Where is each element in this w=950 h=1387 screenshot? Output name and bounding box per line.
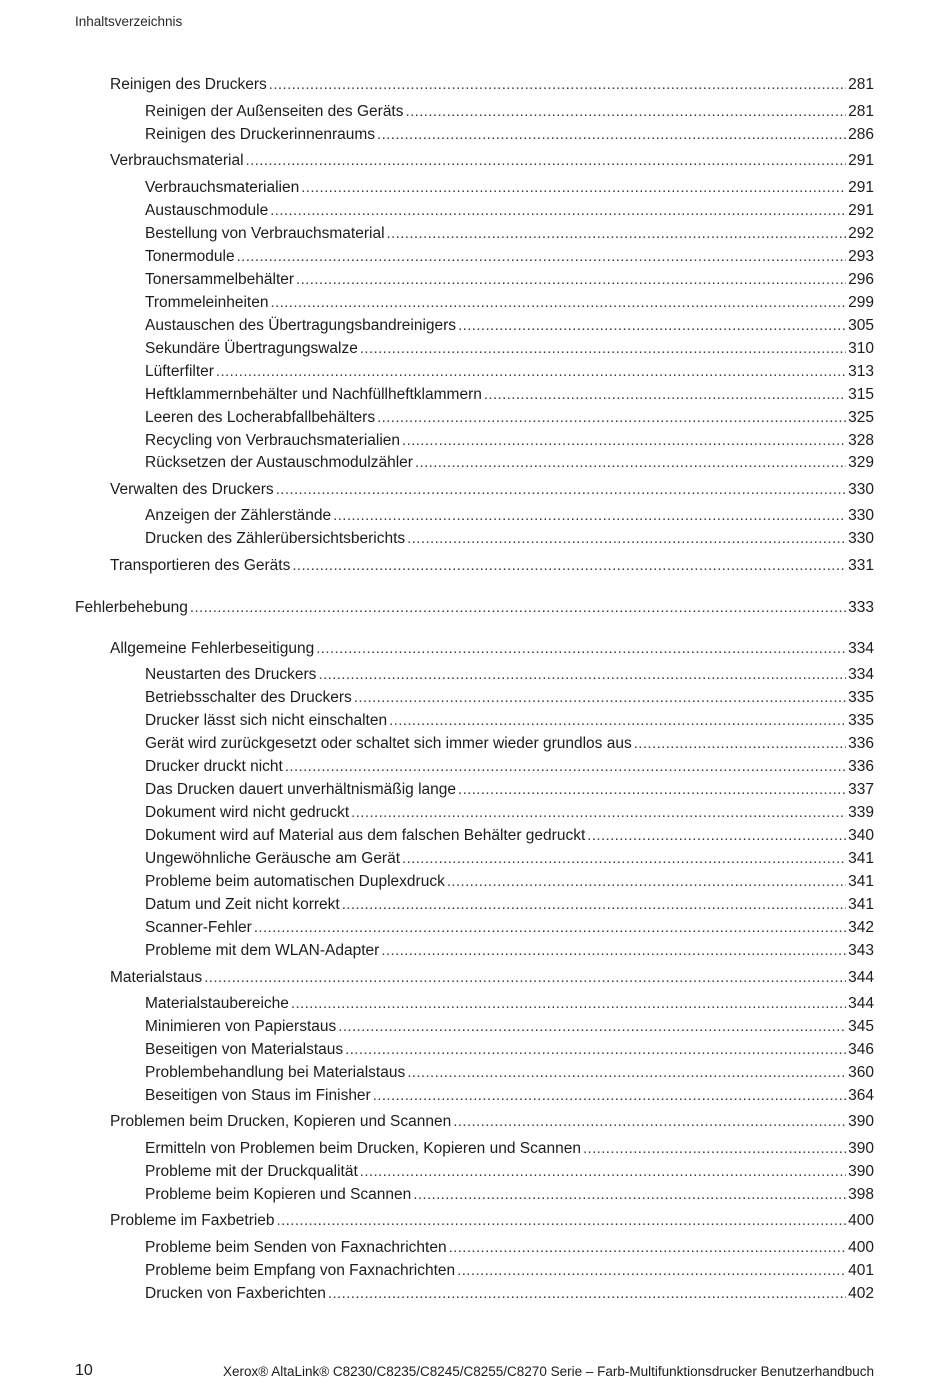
toc-entry-page: 334 [848,666,874,683]
toc-entry-title: Probleme beim automatischen Duplexdruck [145,873,445,890]
toc-entry-page: 305 [848,317,874,334]
toc-entry[interactable] [75,734,874,754]
toc-entry-title: Drucken von Faxberichten [145,1285,326,1302]
toc-entry-page: 390 [848,1140,874,1157]
dot-leader [484,385,846,405]
toc-entry-page: 315 [848,386,874,403]
dot-leader [342,895,846,915]
dot-leader [449,1238,846,1258]
dot-leader [457,1261,846,1281]
toc-entry-page: 342 [848,919,874,936]
dot-leader [190,598,846,618]
toc-entry[interactable] [75,1017,874,1037]
toc-entry-title: Probleme beim Senden von Faxnachrichten [145,1239,447,1256]
toc-entry[interactable] [75,895,874,915]
toc-entry[interactable] [75,688,874,708]
dot-leader [270,293,846,313]
toc-entry-page: 346 [848,1041,874,1058]
toc-entry-page: 334 [848,640,874,657]
toc-entry-title: Betriebsschalter des Druckers [145,689,352,706]
toc-entry[interactable] [75,803,874,823]
toc-entry-page: 401 [848,1262,874,1279]
toc-entry[interactable] [75,1162,874,1182]
dot-leader [360,1162,846,1182]
toc-entry-page: 344 [848,969,874,986]
toc-entry-page: 291 [848,152,874,169]
dot-leader [270,201,846,221]
toc-entry[interactable] [75,529,874,549]
dot-leader [407,1063,846,1083]
running-header: Inhaltsverzeichnis [75,14,183,29]
dot-leader [458,780,846,800]
toc-entry-page: 330 [848,481,874,498]
toc-entry[interactable] [75,125,874,145]
toc-entry-page: 339 [848,804,874,821]
toc-entry-page: 299 [848,294,874,311]
toc-entry-title: Heftklammernbehälter und Nachfüllheftklammern [145,386,482,403]
toc-entry[interactable] [75,224,874,244]
dot-leader [583,1139,846,1159]
dot-leader [377,408,846,428]
toc-entry-page: 337 [848,781,874,798]
dot-leader [301,178,846,198]
toc-entry[interactable] [75,480,874,500]
toc-entry-title: Transportieren des Geräts [110,557,291,574]
toc-entry[interactable] [75,665,874,685]
toc-entry-title: Bestellung von Verbrauchsmaterial [145,225,385,242]
toc-entry-page: 281 [848,76,874,93]
toc-entry-title: Allgemeine Fehlerbeseitigung [110,640,315,657]
toc-entry[interactable] [75,102,874,122]
toc-entry[interactable] [75,453,874,473]
toc-entry-page: 336 [848,735,874,752]
dot-leader [634,734,846,754]
dot-leader [285,757,846,777]
toc-entry-title: Scanner-Fehler [145,919,252,936]
dot-leader [377,125,846,145]
toc-entry[interactable] [75,270,874,290]
dot-leader [360,339,846,359]
toc-entry-title: Verwalten des Druckers [110,481,274,498]
toc-entry-title: Dokument wird nicht gedruckt [145,804,350,821]
dot-leader [333,506,846,526]
toc-entry-page: 293 [848,248,874,265]
toc-entry-title: Sekundäre Übertragungswalze [145,340,358,357]
toc-entry-title: Dokument wird auf Material aus dem falschen Behälter gedruckt [145,827,586,844]
dot-leader [351,803,846,823]
dot-leader [587,826,846,846]
toc-entry[interactable] [75,247,874,267]
toc-entry-page: 336 [848,758,874,775]
dot-leader [415,453,846,473]
toc-entry-title: Drucker lässt sich nicht einschalten [145,712,388,729]
dot-leader [204,968,846,988]
toc-entry-page: 390 [848,1113,874,1130]
toc-entry-page: 333 [848,599,874,616]
toc-entry[interactable] [75,201,874,221]
dot-leader [413,1185,846,1205]
toc-entry[interactable] [75,968,874,988]
toc-entry-title: Probleme mit der Druckqualität [145,1163,358,1180]
toc-entry[interactable] [75,780,874,800]
toc-entry[interactable] [75,1284,874,1304]
toc-entry[interactable] [75,362,874,382]
dot-leader [458,316,846,336]
dot-leader [447,872,846,892]
toc-entry-page: 360 [848,1064,874,1081]
toc-entry-page: 344 [848,995,874,1012]
toc-entry[interactable] [75,1112,874,1132]
dot-leader [254,918,846,938]
toc-entry-page: 286 [848,126,874,143]
toc-entry[interactable] [75,431,874,451]
dot-leader [402,849,846,869]
toc-entry[interactable] [75,293,874,313]
dot-leader [354,688,846,708]
toc-entry[interactable] [75,75,874,95]
toc-entry-title: Beseitigen von Staus im Finisher [145,1087,371,1104]
toc-entry[interactable] [75,872,874,892]
toc-entry-page: 330 [848,507,874,524]
toc-entry-page: 402 [848,1285,874,1302]
toc-entry[interactable] [75,941,874,961]
toc-entry-page: 291 [848,202,874,219]
dot-leader [345,1040,846,1060]
toc-entry-title: Probleme beim Kopieren und Scannen [145,1186,412,1203]
toc-entry-page: 281 [848,103,874,120]
toc-entry-title: Problembehandlung bei Materialstaus [145,1064,406,1081]
toc-entry[interactable] [75,1063,874,1083]
toc-entry-title: Neustarten des Druckers [145,666,317,683]
toc-entry-title: Reinigen des Druckerinnenraums [145,126,376,143]
toc-entry[interactable] [75,639,874,659]
toc-entry-title: Materialstaus [110,969,203,986]
dot-leader [407,529,846,549]
toc-entry-title: Probleme mit dem WLAN-Adapter [145,942,380,959]
toc-entry-title: Anzeigen der Zählerstände [145,507,332,524]
dot-leader [277,1211,846,1231]
dot-leader [453,1112,846,1132]
dot-leader [237,247,846,267]
toc-entry-title: Das Drucken dauert unverhältnismäßig lange [145,781,457,798]
toc-entry-title: Recycling von Verbrauchsmaterialien [145,432,401,449]
toc-entry-page: 398 [848,1186,874,1203]
toc-entry-title: Fehlerbehebung [75,599,188,616]
toc-entry[interactable] [75,757,874,777]
toc-entry-page: 296 [848,271,874,288]
toc-entry[interactable] [75,178,874,198]
toc-entry[interactable] [75,385,874,405]
toc-entry[interactable] [75,826,874,846]
table-of-contents [75,0,874,1387]
toc-entry-page: 329 [848,454,874,471]
toc-entry-page: 291 [848,179,874,196]
toc-entry[interactable] [75,151,874,171]
toc-entry-title: Probleme im Faxbetrieb [110,1212,275,1229]
dot-leader [402,431,846,451]
toc-entry-page: 400 [848,1212,874,1229]
toc-entry-title: Austauschen des Übertragungsbandreinigers [145,317,457,334]
toc-entry[interactable] [75,1139,874,1159]
toc-entry-title: Tonermodule [145,248,235,265]
toc-entry-page: 400 [848,1239,874,1256]
toc-entry-page: 340 [848,827,874,844]
dot-leader [406,102,847,122]
dot-leader [276,480,846,500]
toc-entry-page: 335 [848,712,874,729]
dot-leader [389,711,846,731]
toc-entry[interactable] [75,1261,874,1281]
toc-entry-title: Austauschmodule [145,202,269,219]
toc-entry[interactable] [75,1238,874,1258]
dot-leader [328,1284,846,1304]
toc-entry[interactable] [75,1086,874,1106]
toc-entry-page: 364 [848,1087,874,1104]
toc-entry-page: 345 [848,1018,874,1035]
footer-title: Xerox® AltaLink® C8230/C8235/C8245/C8255/C8270 Serie – Farb-Multifunktionsdrucker Benutzerhandbuch [222,1364,874,1379]
toc-entry-page: 390 [848,1163,874,1180]
dot-leader [381,941,846,961]
toc-entry-title: Trommeleinheiten [145,294,269,311]
toc-entry-page: 325 [848,409,874,426]
toc-entry[interactable] [75,918,874,938]
toc-entry-title: Reinigen der Außenseiten des Geräts [145,103,404,120]
toc-entry[interactable] [75,556,874,576]
toc-entry-page: 341 [848,850,874,867]
toc-entry[interactable] [75,408,874,428]
toc-entry-title: Ungewöhnliche Geräusche am Gerät [145,850,401,867]
toc-entry-title: Verbrauchsmaterialien [145,179,300,196]
toc-entry-page: 313 [848,363,874,380]
dot-leader [269,75,846,95]
toc-entry-title: Probleme beim Empfang von Faxnachrichten [145,1262,456,1279]
toc-entry-title: Rücksetzen der Austauschmodulzähler [145,454,413,471]
toc-entry[interactable] [75,1211,874,1231]
dot-leader [338,1017,846,1037]
toc-entry-page: 310 [848,340,874,357]
toc-entry[interactable] [75,1040,874,1060]
dot-leader [387,224,846,244]
toc-entry-title: Leeren des Locherabfallbehälters [145,409,376,426]
page-number: 10 [75,1362,93,1379]
dot-leader [246,151,846,171]
toc-entry[interactable] [75,849,874,869]
toc-entry-page: 292 [848,225,874,242]
toc-entry-title: Tonersammelbehälter [145,271,295,288]
toc-entry-title: Beseitigen von Materialstaus [145,1041,344,1058]
toc-entry-title: Ermitteln von Problemen beim Drucken, Kopieren und Scannen [145,1140,581,1157]
toc-entry[interactable] [75,339,874,359]
toc-entry-title: Gerät wird zurückgesetzt oder schaltet sich immer wieder grundlos aus [145,735,632,752]
toc-entry-page: 331 [848,557,874,574]
toc-entry-title: Minimieren von Papierstaus [145,1018,337,1035]
toc-entry-title: Verbrauchsmaterial [110,152,244,169]
dot-leader [318,665,846,685]
toc-entry-page: 330 [848,530,874,547]
dot-leader [216,362,846,382]
toc-entry[interactable] [75,711,874,731]
toc-entry[interactable] [75,1185,874,1205]
toc-entry[interactable] [75,994,874,1014]
toc-entry-title: Materialstaubereiche [145,995,289,1012]
toc-entry[interactable] [75,316,874,336]
toc-entry-title: Drucken des Zählerübersichtsberichts [145,530,406,547]
toc-entry-title: Reinigen des Druckers [110,76,267,93]
toc-entry-title: Datum und Zeit nicht korrekt [145,896,340,913]
dot-leader [316,639,846,659]
toc-entry-page: 328 [848,432,874,449]
toc-entry[interactable] [75,506,874,526]
dot-leader [373,1086,846,1106]
toc-entry[interactable] [75,598,874,618]
dot-leader [291,994,846,1014]
toc-entry-page: 343 [848,942,874,959]
toc-entry-page: 335 [848,689,874,706]
toc-entry-title: Lüfterfilter [145,363,214,380]
dot-leader [296,270,846,290]
toc-entry-title: Problemen beim Drucken, Kopieren und Scannen [110,1113,452,1130]
dot-leader [292,556,846,576]
toc-entry-page: 341 [848,896,874,913]
toc-entry-page: 341 [848,873,874,890]
toc-entry-title: Drucker druckt nicht [145,758,283,775]
